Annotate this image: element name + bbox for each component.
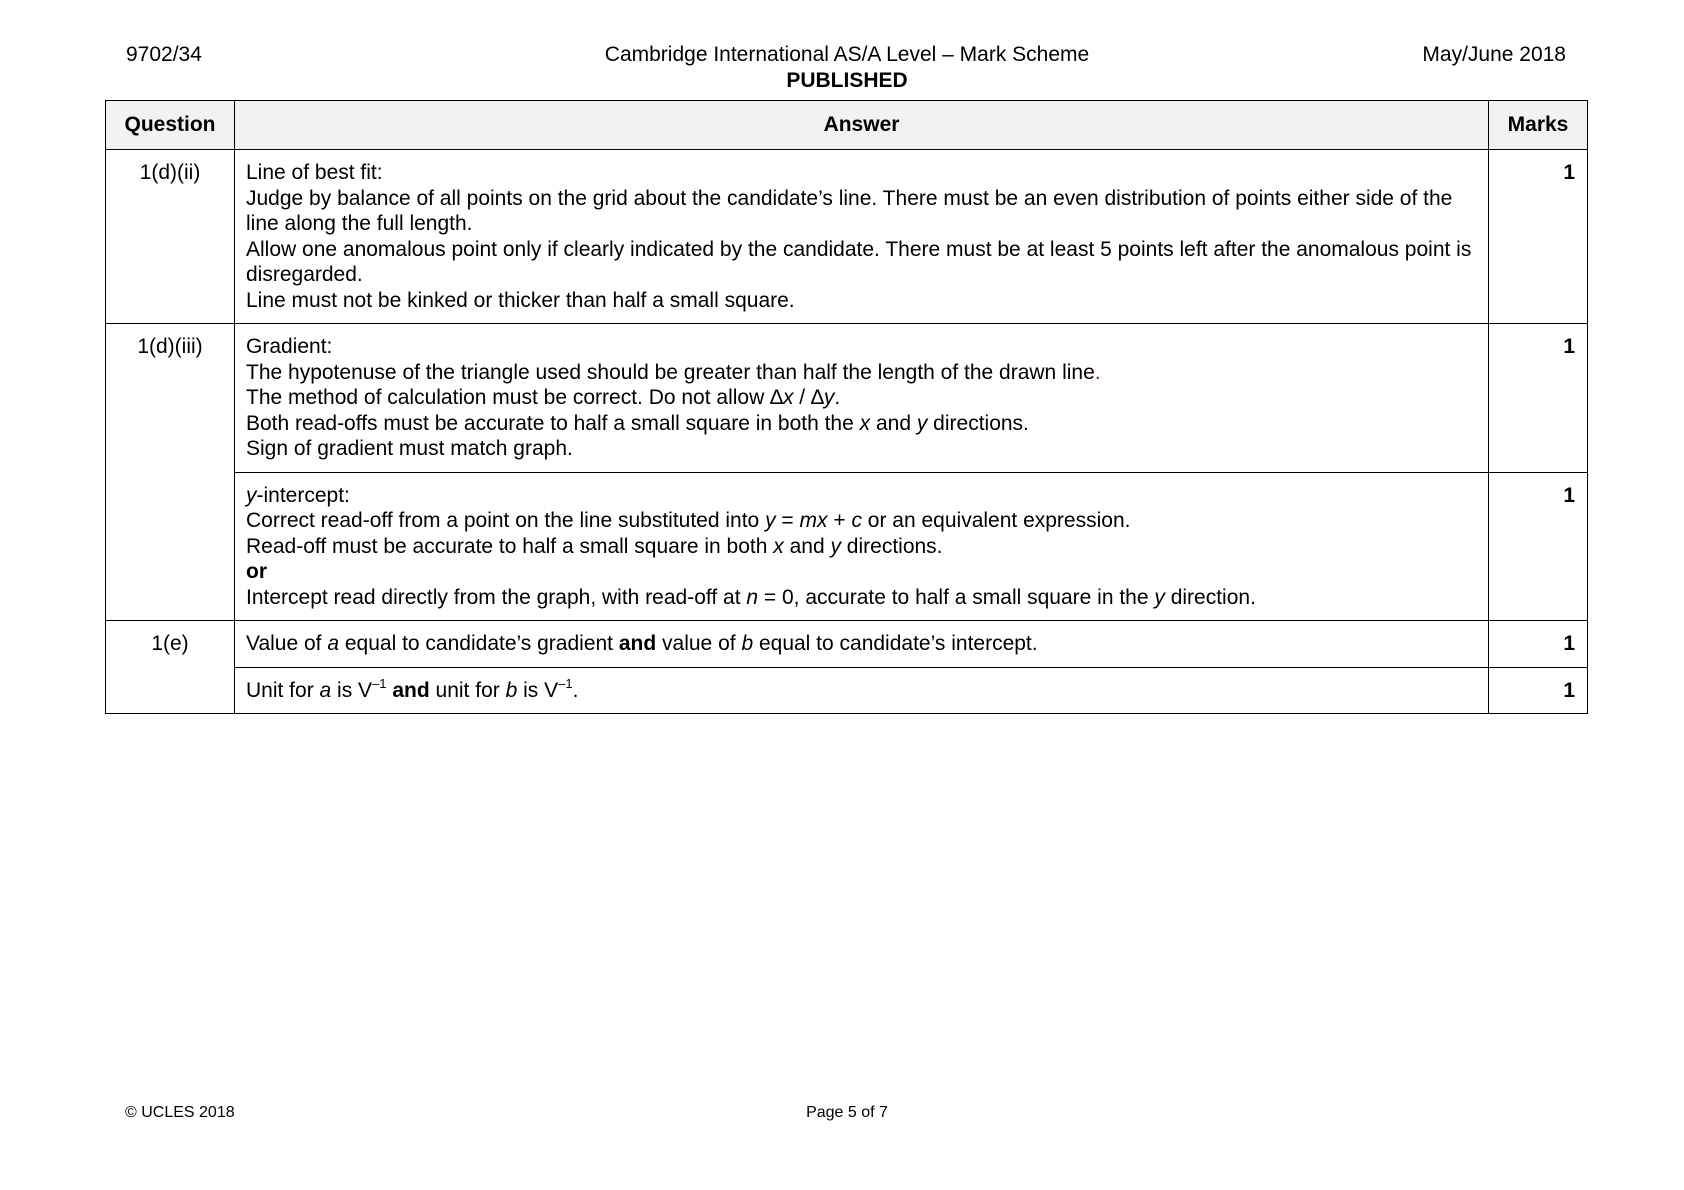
- answer-line: Both read-offs must be accurate to half a small square in both the x and y directions.: [246, 411, 1029, 435]
- table-row: [106, 667, 1588, 714]
- answer-cell: [235, 324, 1489, 473]
- answer-line: Sign of gradient must match graph.: [246, 437, 573, 460]
- question-number: 1(e): [106, 621, 235, 714]
- question-number: 1(d)(ii): [106, 150, 235, 324]
- marks-value: 1: [1489, 150, 1588, 324]
- question-column-header: Question: [106, 101, 235, 150]
- answer-line: y-intercept:: [246, 483, 350, 507]
- answer-line: Gradient:: [246, 335, 333, 358]
- mark-scheme-table: [105, 100, 1588, 714]
- answer-line: Read-off must be accurate to half a small square in both x and y directions.: [246, 534, 943, 558]
- answer-cell: [235, 667, 1489, 714]
- answer-line: Allow one anomalous point only if clearly indicated by the candidate. There must be at least 5 points left after the anomalous point is disregarded.: [246, 237, 1472, 286]
- copyright-notice: © UCLES 2018: [125, 1104, 235, 1121]
- answer-line: Intercept read directly from the graph, with read-off at n = 0, accurate to half a small square in the y direction.: [246, 585, 1256, 609]
- page-number: Page 5 of 7: [806, 1104, 888, 1121]
- exam-session: May/June 2018: [1422, 43, 1566, 66]
- paper-code: 9702/34: [126, 43, 202, 66]
- answer-cell: [235, 150, 1489, 324]
- answer-line: Unit for a is $V^{-1}$ and unit for b is $V^{-1}$.: [246, 675, 579, 702]
- table-row: [106, 150, 1588, 324]
- marks-value: 1: [1489, 324, 1588, 473]
- answer-line: The hypotenuse of the triangle used should be greater than half the length of the drawn line.: [246, 360, 1101, 384]
- marks-value: 1: [1489, 621, 1588, 668]
- answer-line: or: [246, 560, 267, 583]
- answer-line: The method of calculation must be correct. Do not allow ∆x / ∆y.: [246, 386, 841, 409]
- marks-value: 1: [1489, 667, 1588, 714]
- answer-cell: [235, 621, 1489, 668]
- document-title: Cambridge International AS/A Level – Mark Scheme: [604, 43, 1090, 66]
- marks-value: 1: [1489, 472, 1588, 621]
- table-row: [106, 472, 1588, 621]
- question-number: 1(d)(iii): [106, 324, 235, 621]
- answer-line: Line of best fit:: [246, 161, 383, 184]
- answer-cell: [235, 472, 1489, 621]
- answer-line: Correct read-off from a point on the line substituted into y = mx + c or an equivalent expression.: [246, 509, 1131, 532]
- table-header-row: [106, 101, 1588, 150]
- answer-line: Judge by balance of all points on the grid about the candidate’s line. There must be an even distribution of points either side of the line along the full length.: [246, 186, 1453, 235]
- table-row: [106, 621, 1588, 668]
- answer-column-header: Answer: [235, 101, 1489, 150]
- published-label: PUBLISHED: [786, 69, 908, 92]
- answer-line: Line must not be kinked or thicker than half a small square.: [246, 288, 795, 312]
- table-row: [106, 324, 1588, 473]
- answer-line: Value of a equal to candidate’s gradient and value of b equal to candidate’s intercept.: [246, 632, 1038, 655]
- marks-column-header: Marks: [1489, 101, 1588, 150]
